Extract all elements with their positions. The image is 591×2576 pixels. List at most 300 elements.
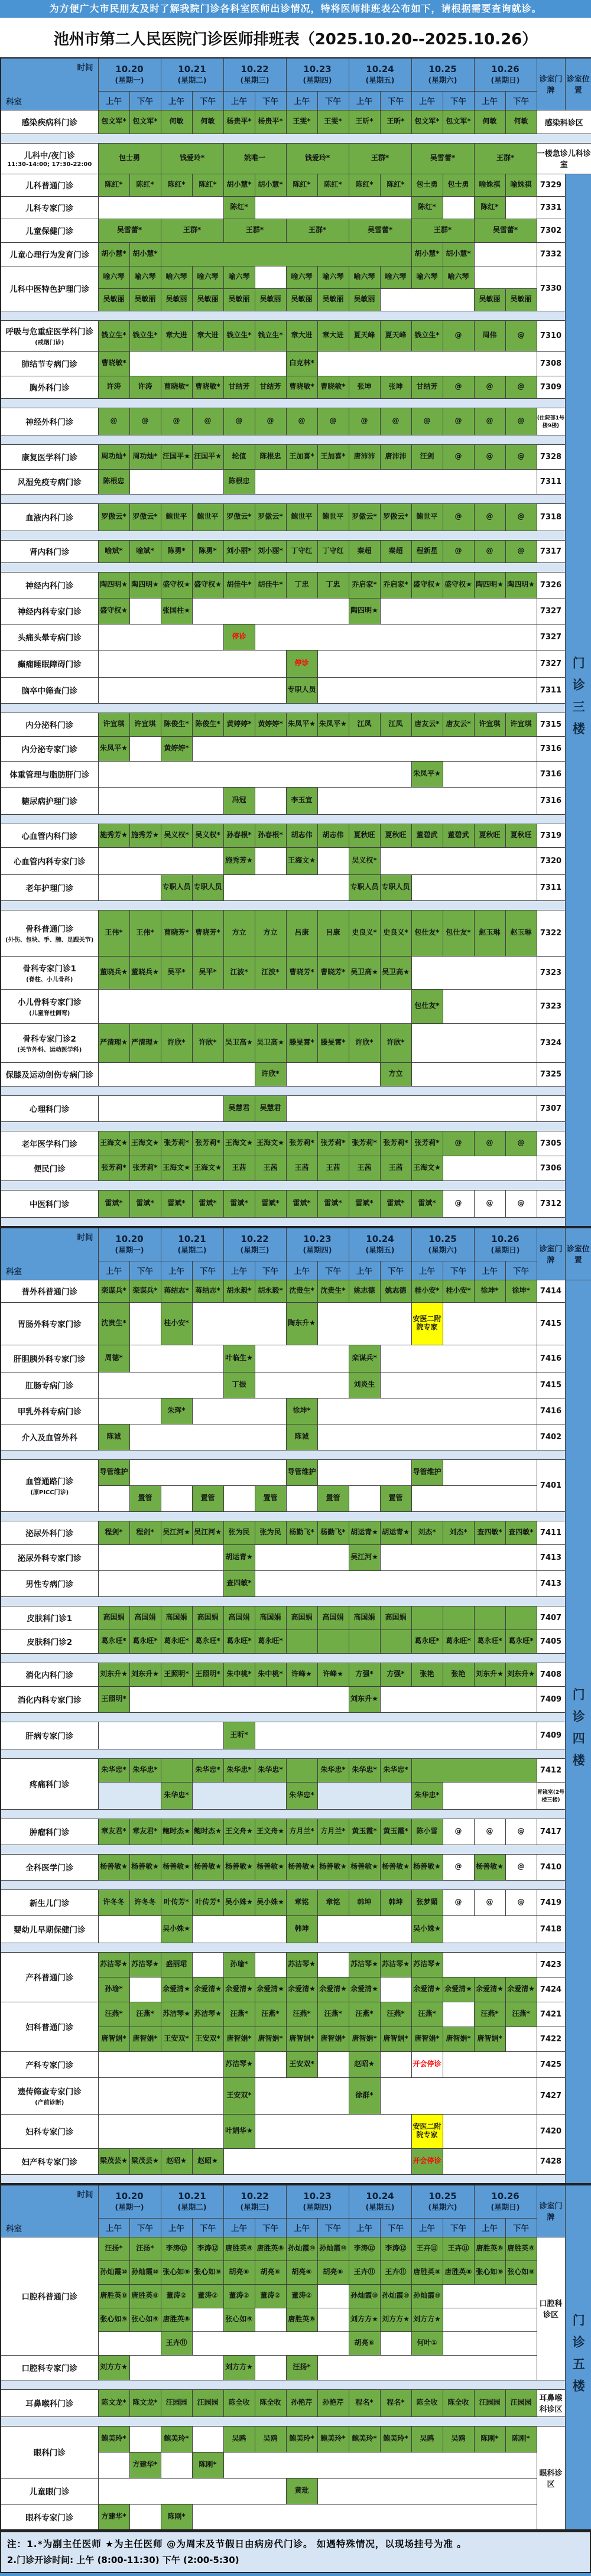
schedule-cell (192, 1915, 286, 1943)
room-number: 7415 (537, 1372, 565, 1398)
schedule-cell (411, 874, 537, 900)
schedule-cell: 杨善敏★ (380, 1854, 411, 1880)
room-number: 耳鼻喉科诊区 (537, 2389, 565, 2416)
schedule-cell: 孙春根* (255, 824, 286, 847)
schedule-cell: 吴敏丽 (129, 288, 161, 311)
schedule-cell: 周功灿* (98, 444, 129, 469)
schedule-cell: 杨勤飞* (317, 1521, 349, 1544)
schedule-cell: 胡亮⑥ (286, 2260, 317, 2284)
schedule-cell: @ (505, 408, 537, 435)
schedule-cell: 孙灿霞⑩ (380, 2284, 411, 2308)
schedule-cell: 方立 (380, 1062, 411, 1086)
day-header-2: 10.22 (星期三) (223, 58, 286, 91)
schedule-cell: 苏洁琴★ (380, 1952, 411, 1977)
clinic-name: 妇产科专家门诊 (1, 2148, 98, 2174)
schedule-cell: 吴卫高★ (349, 956, 380, 989)
schedule-cell: 吴敏丽 (192, 288, 223, 311)
schedule-cell: 包士勇 (411, 174, 443, 196)
schedule-cell: 叶传芳* (192, 1889, 223, 1915)
schedule-cell: @ (505, 1819, 537, 1845)
schedule-cell: 汪园园 (474, 2389, 505, 2416)
schedule-cell: 置管 (192, 1485, 223, 1511)
schedule-cell: 张心如⑨ (223, 2308, 255, 2331)
schedule-cell (129, 1686, 349, 1712)
schedule-cell: 王茜 (349, 1156, 380, 1180)
schedule-cell: 朱华忠* (255, 1758, 286, 1782)
schedule-cell: 方建华* (129, 2452, 161, 2478)
clinic-row (1, 847, 591, 874)
room-number: 7418 (537, 1915, 565, 1943)
schedule-cell: 刘东升★ (474, 1663, 505, 1686)
schedule-cell: 桂小安* (443, 1280, 474, 1302)
schedule-cell (129, 2426, 161, 2452)
schedule-cell: 钱立生* (98, 320, 129, 351)
schedule-cell: 杨善敏★ (98, 1854, 129, 1880)
schedule-cell: 汪燕* (474, 2002, 505, 2027)
schedule-cell: 钱爱玲* (286, 143, 349, 174)
spacer-row (1, 1450, 591, 1459)
schedule-cell: 包文军* (411, 110, 443, 134)
spacer-row (1, 1880, 591, 1889)
schedule-cell: 汪扬* (129, 2237, 161, 2260)
schedule-cell (411, 956, 537, 989)
schedule-cell (98, 1398, 161, 1424)
schedule-cell: 江波* (223, 956, 255, 989)
schedule-cell: 汪园园 (505, 2389, 537, 2416)
schedule-cell (161, 242, 411, 266)
schedule-cell: 王照明* (192, 1663, 223, 1686)
schedule-cell: 陈全收 (255, 2389, 286, 2416)
schedule-cell: 唐胜英⑧ (129, 2284, 161, 2308)
clinic-name: 新生儿门诊 (1, 1889, 98, 1915)
room-number: 7411 (537, 1521, 565, 1544)
schedule-cell: 陈根忠 (223, 469, 255, 494)
clinic-row (1, 174, 591, 196)
schedule-cell: 高国娟 (317, 1606, 349, 1629)
clinic-row (1, 910, 591, 956)
schedule-cell: 王海文★ (286, 847, 317, 874)
clinic-name: 心理科门诊 (1, 1095, 98, 1121)
schedule-cell: 王照明* (98, 1686, 129, 1712)
schedule-cell (380, 1544, 537, 1570)
schedule-cell: 包士勇 (443, 174, 474, 196)
clinic-name: 风湿免疫专病门诊 (1, 469, 98, 494)
schedule-cell: @ (443, 1190, 474, 1217)
schedule-cell: 朱华忠* (286, 1782, 317, 1809)
day-header-6: 10.26 (星期日) (474, 58, 537, 91)
schedule-cell: 杨善敏★ (317, 1854, 349, 1880)
schedule-cell: 章大进 (192, 320, 223, 351)
schedule-cell: 陈根忠 (98, 469, 129, 494)
schedule-table-3 (0, 2184, 591, 2531)
clinic-name: 婴幼儿早期保健门诊 (1, 1915, 98, 1943)
clinic-row (1, 2051, 591, 2077)
schedule-cell: 徐坤* (505, 1280, 537, 1302)
schedule-cell (505, 196, 537, 219)
clinic-row (1, 650, 591, 677)
schedule-cell: 雷斌* (380, 1190, 411, 1217)
schedule-cell: 包仕友* (411, 910, 443, 956)
schedule-cell: 余爱清★ (161, 1977, 192, 2002)
clinic-name: 老年护理门诊 (1, 874, 98, 900)
schedule-cell: 王茜 (317, 1156, 349, 1180)
spacer-row (1, 2380, 591, 2389)
schedule-cell (223, 2148, 411, 2174)
clinic-name: 肾内科门诊 (1, 540, 98, 562)
schedule-cell: 喻六琴 (443, 266, 474, 288)
schedule-cell: 朱中桃* (255, 1663, 286, 1686)
clinic-name: 胸外科门诊 (1, 376, 98, 398)
clinic-name: 儿童保健门诊 (1, 219, 98, 242)
schedule-cell: 陈刚* (192, 2452, 223, 2478)
schedule-cell: 黄玭 (286, 2478, 317, 2504)
day-header-3: 10.23 (星期四) (286, 58, 349, 91)
schedule-cell (349, 1485, 380, 1511)
schedule-cell: 张为民 (255, 1521, 286, 1544)
schedule-cell: @ (443, 376, 474, 398)
schedule-cell: 江凤 (349, 713, 380, 736)
schedule-cell: @ (443, 444, 474, 469)
schedule-cell: 丁振 (223, 1372, 255, 1398)
day-header-0: 10.20 (星期一) (98, 2185, 161, 2218)
schedule-cell: @ (474, 1819, 505, 1845)
schedule-cell: 杨善敏★ (255, 1854, 286, 1880)
schedule-cell: 吴小姝★ (255, 1889, 286, 1915)
schedule-cell: 曹晓芳* (192, 910, 223, 956)
schedule-cell: 鲍美玲* (380, 2426, 411, 2452)
clinic-row (1, 1372, 591, 1398)
schedule-cell: 胡小慧* (255, 174, 286, 196)
schedule-cell: @ (443, 540, 474, 562)
schedule-cell: 施秀芳★ (129, 824, 161, 847)
schedule-cell: 唐友云* (443, 713, 474, 736)
am-header: 上午 (161, 2218, 192, 2237)
schedule-cell: @ (505, 1131, 537, 1156)
schedule-cell: @ (443, 1131, 474, 1156)
schedule-cell: 吴江河★ (192, 1521, 223, 1544)
schedule-cell: 胡佳牛* (223, 572, 255, 598)
schedule-cell: 胡小慧* (411, 242, 443, 266)
schedule-cell: 王照明* (161, 1663, 192, 1686)
schedule-cell: 胡小慧* (129, 242, 161, 266)
room-number: 7417 (537, 1819, 565, 1845)
schedule-cell: 包士勇 (98, 143, 161, 174)
schedule-cell (317, 1459, 411, 1485)
schedule-cell: 史良义* (349, 910, 380, 956)
schedule-cell: 黄婷婷* (223, 713, 255, 736)
schedule-cell: 章大进 (317, 320, 349, 351)
schedule-cell: 王海文★ (223, 1131, 255, 1156)
schedule-cell: 黄玉霞* (380, 1819, 411, 1845)
schedule-cell: 唐智娟* (443, 2027, 474, 2051)
schedule-cell: 李涛⑫ (380, 2237, 411, 2260)
room-number: 7421 (537, 2002, 565, 2027)
schedule-cell: 章友君* (129, 1819, 161, 1845)
schedule-cell: 陶四明★ (349, 598, 380, 624)
schedule-cell: 孙春根* (223, 824, 255, 847)
clinic-name: 胃肠外科专家门诊 (1, 1302, 98, 1345)
schedule-cell: 喻六琴 (223, 266, 255, 288)
room-number: 7316 (537, 787, 565, 814)
clinic-name: 血管通路门诊 (原PICC门诊) (1, 1459, 98, 1511)
pm-header: 下午 (380, 1261, 411, 1280)
schedule-cell (474, 242, 537, 266)
schedule-cell: 吴江河★ (161, 1521, 192, 1544)
schedule-cell: @ (474, 376, 505, 398)
pm-header: 下午 (129, 1261, 161, 1280)
schedule-cell: 开会停诊 (411, 2148, 443, 2174)
clinic-row (1, 874, 591, 900)
am-header: 上午 (286, 2218, 317, 2237)
room-number: 口腔科诊区 (537, 2237, 565, 2380)
schedule-cell: 陈刚* (505, 2426, 537, 2452)
schedule-cell (411, 1062, 537, 1086)
schedule-cell: 喻六琴 (349, 266, 380, 288)
schedule-cell (380, 1345, 537, 1372)
schedule-cell: 盛守权★ (98, 598, 129, 624)
spacer-row (1, 1121, 591, 1131)
schedule-cell: 吴小姝★ (223, 1889, 255, 1915)
schedule-cell: 方立 (223, 910, 255, 956)
schedule-cell: 葛永旺* (474, 1629, 505, 1653)
schedule-cell: 刘东升★ (129, 1663, 161, 1686)
room-number: 7323 (537, 989, 565, 1023)
schedule-cell: 杨善敏★ (411, 1854, 443, 1880)
schedule-cell: 夏秋旺 (505, 824, 537, 847)
pm-header: 下午 (129, 91, 161, 110)
schedule-cell: 唐胜英⑧ (411, 2260, 443, 2284)
schedule-cell (161, 2452, 192, 2478)
room-number: 7311 (537, 874, 565, 900)
schedule-cell: 苏洁琴★ (286, 1952, 317, 1977)
schedule-cell: 汪燕* (129, 2002, 161, 2027)
clinic-row (1, 1854, 591, 1880)
clinic-row (1, 624, 591, 650)
schedule-cell: 姚志德 (349, 1280, 380, 1302)
clinic-row (1, 444, 591, 469)
room-number: 7302 (537, 219, 565, 242)
schedule-cell: 蒋结志* (161, 1280, 192, 1302)
schedule-cell (380, 288, 474, 311)
room-column-header: 诊室门牌 (537, 1228, 565, 1280)
schedule-cell (255, 1722, 537, 1749)
schedule-cell: 专职人员 (349, 874, 380, 900)
am-header: 上午 (349, 2218, 380, 2237)
schedule-cell (192, 2504, 537, 2530)
schedule-cell: 喻六琴 (380, 266, 411, 288)
schedule-cell: 余爱清★ (317, 1977, 349, 2002)
schedule-cell: 朱华忠* (349, 1758, 380, 1782)
schedule-cell: 汪燕* (255, 2002, 286, 2027)
clinic-name: 耳鼻喉科门诊 (1, 2389, 98, 2416)
room-number: 7416 (537, 1398, 565, 1424)
schedule-cell: @ (505, 540, 537, 562)
schedule-cell: @ (380, 408, 411, 435)
schedule-cell: 许欣* (349, 1023, 380, 1062)
schedule-cell: 陈红* (411, 196, 443, 219)
schedule-cell: 韩坤 (286, 1915, 317, 1943)
clinic-row (1, 408, 591, 435)
schedule-cell: 钱立生* (129, 320, 161, 351)
am-header: 上午 (98, 1261, 129, 1280)
schedule-cell: 董碧武 (443, 824, 474, 847)
schedule-cell: 陈诚 (286, 1424, 317, 1450)
schedule-cell: @ (192, 408, 223, 435)
schedule-cell: 朱凤平★ (98, 736, 129, 761)
schedule-cell: 唐胜英⑧ (161, 2308, 192, 2331)
schedule-cell: 王雯* (317, 110, 349, 134)
spacer-row (1, 1596, 591, 1606)
schedule-cell: 董涛② (192, 2284, 223, 2308)
loc-column-header: 诊室位置 (565, 58, 591, 110)
schedule-cell (98, 1095, 223, 1121)
schedule-cell: @ (223, 408, 255, 435)
room-column-header: 诊室门牌 (537, 58, 565, 110)
day-header-1: 10.21 (星期二) (161, 2185, 223, 2218)
schedule-cell: 王安双* (192, 2027, 223, 2051)
schedule-cell: 罗傲云* (129, 503, 161, 531)
pm-header: 下午 (443, 91, 474, 110)
day-header-3: 10.23 (星期四) (286, 1228, 349, 1261)
clinic-row (1, 1280, 591, 1302)
schedule-cell: 雷斌* (192, 1190, 223, 1217)
clinic-name: 内分泌专家门诊 (1, 736, 98, 761)
schedule-cell (411, 1606, 443, 1629)
schedule-cell: 陈诚 (98, 1424, 129, 1450)
day-header-4: 10.24 (星期五) (349, 2185, 411, 2218)
schedule-cell: @ (505, 1190, 537, 1217)
schedule-cell: 李涛⑫ (192, 2237, 223, 2260)
schedule-cell: 朱珲* (161, 1398, 192, 1424)
clinic-name: 便民门诊 (1, 1156, 98, 1180)
schedule-cell: 桂小安* (161, 1302, 192, 1345)
room-number: 7331 (537, 196, 565, 219)
clinic-name: 中医科门诊 (1, 1190, 98, 1217)
notice-banner: 为方便广大市民朋友及时了解我院门诊各科室医师出诊情况，特将医师排班表公布如下，请根据需要查询就诊。 (0, 0, 591, 18)
room-number: 7415 (537, 1302, 565, 1345)
schedule-cell: 胡永毅* (255, 1280, 286, 1302)
schedule-cell (286, 1095, 537, 1121)
spacer-row (1, 134, 591, 143)
schedule-cell: 曹晓芳* (286, 956, 317, 989)
schedule-cell (192, 2426, 223, 2452)
spacer-row (1, 1180, 591, 1190)
clinic-row (1, 2114, 591, 2148)
schedule-cell: 王伟* (98, 910, 129, 956)
schedule-cell: 江波* (255, 956, 286, 989)
schedule-cell (317, 1782, 411, 1809)
clinic-row (1, 736, 591, 761)
schedule-cell: 杨善敏★ (223, 1854, 255, 1880)
schedule-cell (317, 1915, 411, 1943)
schedule-cell (380, 1686, 537, 1712)
clinic-name: 神经内科门诊 (1, 572, 98, 598)
schedule-cell: 徐坤* (474, 1280, 505, 1302)
room-number: 7327 (537, 598, 565, 624)
schedule-cell: 高国娟 (98, 1606, 129, 1629)
schedule-cell (129, 1345, 223, 1372)
schedule-cell: 赵玉琳 (505, 910, 537, 956)
schedule-cell (380, 1372, 537, 1398)
schedule-cell (255, 2051, 286, 2077)
schedule-cell: 吴慧君 (255, 1095, 286, 1121)
spacer-row (1, 1653, 591, 1663)
schedule-cell (98, 677, 286, 703)
clinic-row (1, 1606, 591, 1629)
schedule-cell: 刘方方★ (98, 2355, 129, 2380)
schedule-cell: 王群* (286, 219, 349, 242)
clinic-row (1, 2148, 591, 2174)
schedule-cell: 孙瑜* (98, 1977, 129, 2002)
schedule-cell: 置管 (380, 1485, 411, 1511)
schedule-cell: 雷斌* (129, 1190, 161, 1217)
schedule-cell: 王茜 (286, 1156, 317, 1180)
clinic-name: 儿科专家门诊 (1, 196, 98, 219)
schedule-cell: 李涛⑫ (349, 2237, 380, 2260)
schedule-cell: 余爱清★ (192, 1977, 223, 2002)
clinic-row (1, 761, 591, 787)
schedule-cell: 陈红* (161, 174, 192, 196)
spacer-row (1, 1943, 591, 1952)
clinic-name: 肝胆胰外科专家门诊 (1, 1345, 98, 1372)
schedule-cell (349, 1629, 380, 1653)
schedule-cell: 梁茂芸★ (129, 2148, 161, 2174)
room-number: 眼科诊区 (537, 2426, 565, 2530)
day-header-5: 10.25 (星期六) (411, 2185, 474, 2218)
loc-column-header: 诊室位置 (565, 1228, 591, 1280)
am-header: 上午 (223, 2218, 255, 2237)
schedule-cell: 叶娟华★ (223, 2114, 255, 2148)
schedule-cell: 吕康 (317, 910, 349, 956)
schedule-cell: 吴敏丽 (349, 288, 380, 311)
schedule-cell (286, 1629, 317, 1653)
schedule-table-1 (0, 57, 591, 1227)
room-number: 7311 (537, 469, 565, 494)
pm-header: 下午 (317, 91, 349, 110)
schedule-cell: @ (505, 503, 537, 531)
schedule-cell: 朱凤平★ (411, 761, 443, 787)
pm-header: 下午 (505, 1261, 537, 1280)
schedule-cell: 鲍美玲* (98, 2426, 129, 2452)
room-number: 7402 (537, 1424, 565, 1450)
schedule-cell: 程剑* (98, 1521, 129, 1544)
schedule-cell: @ (474, 408, 505, 435)
schedule-cell: 徐坤* (286, 1398, 317, 1424)
schedule-cell: 夏秋旺 (349, 824, 380, 847)
schedule-cell: 高国娟 (380, 1606, 411, 1629)
schedule-cell: 唐胜英⑧ (286, 2308, 317, 2331)
schedule-cell (98, 1570, 223, 1596)
schedule-cell: @ (98, 408, 129, 435)
pm-header: 下午 (255, 1261, 286, 1280)
clinic-name: 疼痛科门诊 (1, 1758, 98, 1809)
clinic-row (1, 1819, 591, 1845)
schedule-cell (129, 1302, 161, 1345)
schedule-cell: 孙灿霞⑩ (317, 2237, 349, 2260)
schedule-cell: 许宜琪 (505, 713, 537, 736)
am-header: 上午 (411, 1261, 443, 1280)
clinic-name: 儿科中/夜门诊 11:30-14:00; 17:30-22:00 (1, 143, 98, 174)
schedule-cell (98, 2452, 129, 2478)
schedule-cell: 唐沛沛 (380, 444, 411, 469)
schedule-cell (380, 2077, 537, 2114)
schedule-cell: 王文舟★ (255, 1819, 286, 1845)
schedule-cell: 导管维护 (98, 1459, 129, 1485)
schedule-cell: 朱中桃* (223, 1663, 255, 1686)
schedule-cell: 乔启家* (349, 572, 380, 598)
clinic-name: 全科医学门诊 (1, 1854, 98, 1880)
schedule-cell: 赵昭★ (349, 2051, 380, 2077)
